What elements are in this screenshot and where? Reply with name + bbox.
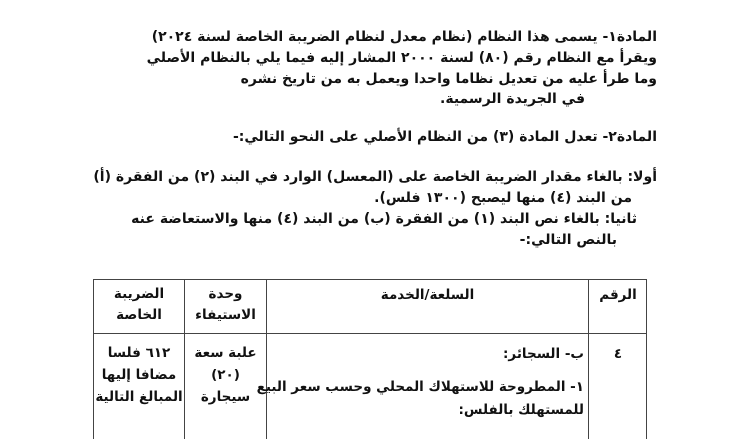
article2-second-item-line-2: بالنص التالي:- — [519, 232, 617, 248]
row-tax-line-1: ٦١٢ فلسا — [107, 345, 171, 361]
header-unit-line-2: الاستيفاء — [195, 307, 256, 323]
article1-line-2: ويقرأ مع النظام رقم (٨٠) لسنة ٢٠٠٠ المشار إليه فيما يلي بالنظام الأصلي — [146, 50, 657, 66]
row-unit-line-1: علبة سعة — [194, 345, 257, 361]
row-tax-line-3: المبالغ التالية — [95, 389, 183, 405]
article1-line-1: المادة١- يسمى هذا النظام (نظام معدل لنظام الضريبة الخاصة لسنة ٢٠٢٤) — [151, 29, 657, 45]
article1-line-4: في الجريدة الرسمية. — [440, 91, 585, 107]
row-item-line-2: للمستهلك بالفلس: — [458, 402, 584, 418]
header-number: الرقم — [599, 287, 637, 303]
row-tax-line-2: مضافا إليها — [101, 367, 177, 383]
table-header-divider — [94, 333, 646, 334]
row-unit-line-3: سيجارة — [200, 389, 251, 405]
row-item-line-1: ١- المطروحة للاستهلاك المحلي وحسب سعر البيع — [256, 379, 584, 395]
header-item: السلعة/الخدمة — [380, 287, 475, 303]
tax-table — [93, 279, 647, 439]
article2-heading: المادة٢- تعدل المادة (٣) من النظام الأصلي على النحو التالي:- — [232, 129, 657, 145]
row-item-heading: ب- السجائر: — [503, 346, 584, 362]
row-unit-line-2: (٢٠) — [211, 367, 240, 383]
header-unit-line-1: وحدة — [208, 286, 243, 302]
article1-line-3: وما طرأ عليه من تعديل نظاما واحدا ويعمل به من تاريخ نشره — [240, 71, 657, 87]
row-number: ٤ — [613, 346, 623, 362]
header-tax-line-1: الضريبة — [113, 286, 165, 302]
article2-second-item-line-1: ثانيا: بالغاء نص البند (١) من الفقرة (ب) من البند (٤) منها والاستعاضة عنه — [131, 211, 637, 227]
header-tax-line-2: الخاصة — [116, 307, 162, 323]
article2-first-item-line-1: أولا: بالغاء مقدار الضريبة الخاصة على (المعسل) الوارد في البند (٢) من الفقرة (أ) — [93, 169, 657, 185]
article2-first-item-line-2: من البند (٤) منها ليصبح (١٣٠٠ فلس). — [374, 190, 632, 206]
